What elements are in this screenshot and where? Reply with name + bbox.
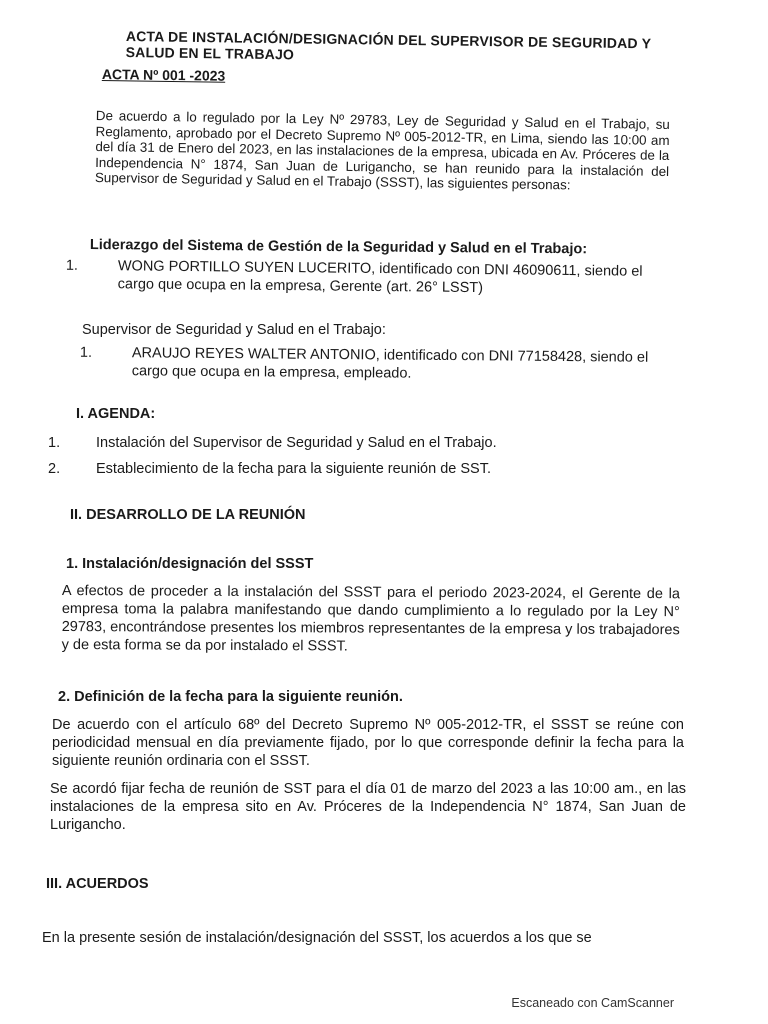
item-text: Establecimiento de la fecha para la siguiente reunión de SST. — [96, 461, 491, 477]
item-number: 1. — [79, 344, 93, 361]
item-number: 1. — [48, 435, 61, 451]
section-1-text: A efectos de proceder a la instalación del SSST para el periodo 2023-2024, el Gerente de la empresa toma la palabra manifestando que dando cumplimiento a lo regulado por la Ley N° 29783, encontrándose presentes los miembros representantes de la empresa y los trabajadores y de esta forma se da por instalado el SSST. — [61, 583, 680, 655]
supervisor-list — [79, 344, 676, 385]
leadership-heading: Liderazgo del Sistema de Gestión de la Seguridad y Salud en el Trabajo: — [89, 237, 588, 258]
item-number: 1. — [65, 257, 79, 274]
item-text: Instalación del Supervisor de Seguridad y Salud en el Trabajo. — [96, 435, 497, 451]
leadership-list — [65, 257, 678, 299]
item-text: WONG PORTILLO SUYEN LUCERITO, identificado con DNI 46090611, siendo el cargo que ocupa en la empresa, Gerente (art. 26° LSST) — [117, 258, 643, 297]
section-2-heading: 2. Definición de la fecha para la siguiente reunión. — [58, 689, 403, 705]
list-item — [48, 434, 674, 452]
acuerdos-text: En la presente sesión de instalación/designación del SSST, los acuerdos a los que se — [42, 930, 592, 946]
list-item — [79, 344, 676, 385]
section-2-text-2: Se acordó fijar fecha de reunión de SST para el día 01 de marzo del 2023 a las 10:00 am., en las instalaciones de la empresa sito en Av. Próceres de la Independencia N° 1874, San Juan de Lurigancho. — [50, 781, 686, 833]
intro-paragraph: De acuerdo a lo regulado por la Ley Nº 29783, Ley de Seguridad y Salud en el Trabajo, su Reglamento, aprobado por el Decreto Supremo Nº 005-2012-TR, en Lima, siendo las 10:00 am del día 31 de Enero del 2023, en las instalaciones de la empresa, ubicada en Av. Próceres de la Independencia N° 1874, San Juan de Lurigancho, se han reunido para la instalación del Supervisor de Seguridad y Salud en el Trabajo (SSST), las siguientes personas: — [94, 108, 670, 193]
acta-number: ACTA Nº 001 -2023 — [101, 66, 226, 84]
list-item — [48, 460, 674, 478]
desarrollo-heading: II. DESARROLLO DE LA REUNIÓN — [70, 507, 306, 523]
scanner-watermark: Escaneado con CamScanner — [511, 996, 674, 1010]
supervisor-heading: Supervisor de Seguridad y Salud en el Trabajo: — [82, 322, 386, 338]
section-1-heading: 1. Instalación/designación del SSST — [66, 556, 314, 572]
document-title: ACTA DE INSTALACIÓN/DESIGNACIÓN DEL SUPERVISOR DE SEGURIDAD Y SALUD EN EL TRABAJO — [125, 28, 652, 63]
agenda-heading: I. AGENDA: — [76, 406, 156, 422]
acuerdos-heading: III. ACUERDOS — [46, 876, 149, 892]
item-number: 2. — [48, 461, 61, 477]
item-text: ARAUJO REYES WALTER ANTONIO, identificado con DNI 77158428, siendo el cargo que ocupa en la empresa, empleado. — [131, 345, 649, 382]
section-2-text-1: De acuerdo con el artículo 68º del Decreto Supremo Nº 005-2012-TR, el SSST se reúne con periodicidad mensual en día previamente fijado, por lo que corresponde definir la fecha para la siguiente reunión ordinaria con el SSST. — [52, 717, 684, 769]
list-item — [65, 257, 678, 299]
agenda-list — [48, 434, 674, 478]
